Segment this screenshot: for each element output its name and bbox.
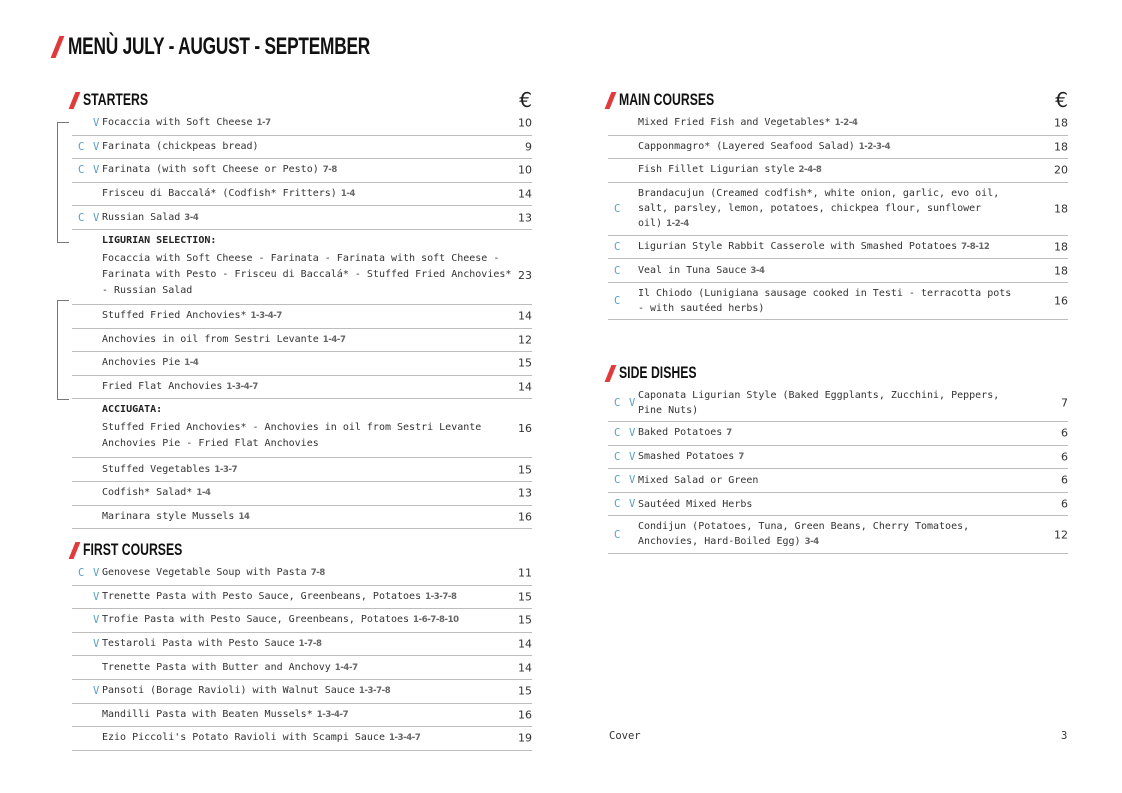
item-name xyxy=(638,159,1018,181)
allergen-codes: 2-4-8 xyxy=(798,165,822,176)
item-name-text: Il Chiodo (Lunigiana sausage cooked in Testi - terracotta pots - with sautéed herbs) xyxy=(638,287,1012,314)
euro-icon: € xyxy=(1055,88,1068,112)
vegetarian-flag: V xyxy=(93,638,100,651)
vegetarian-flag: V xyxy=(93,590,100,603)
item-price: 16 xyxy=(518,422,532,436)
item-name xyxy=(102,376,482,398)
item-name-text: Anchovies in oil from Sestri Levante xyxy=(102,333,319,345)
allergen-codes: 1-3-7-8 xyxy=(358,686,391,697)
item-price: 6 xyxy=(1061,426,1068,440)
menu-item-row xyxy=(608,493,1068,517)
menu-item-row xyxy=(72,704,532,728)
item-price: 12 xyxy=(1054,528,1068,542)
menu-item-row xyxy=(72,586,532,610)
menu-item-row xyxy=(72,136,532,160)
item-price: 12 xyxy=(518,333,532,347)
section-title: STARTERS xyxy=(83,90,149,109)
item-name xyxy=(102,704,482,726)
section-heading xyxy=(608,90,1068,110)
allergen-codes: 1-3-4-7 xyxy=(226,382,258,393)
item-name-text: Testaroli Pasta with Pesto Sauce xyxy=(102,638,295,650)
item-name-text: Farinata (with soft Cheese or Pesto) xyxy=(102,164,319,176)
allergen-codes: 1-3-7-8 xyxy=(425,591,457,602)
celiac-flag: C xyxy=(614,498,621,511)
menu-item-row xyxy=(72,727,532,751)
item-name xyxy=(102,159,482,181)
section-heading xyxy=(608,363,1068,383)
item-price: 14 xyxy=(518,187,532,201)
menu-item-row xyxy=(72,352,532,376)
bracket-ligurian-selection xyxy=(57,122,69,243)
item-name xyxy=(102,329,482,351)
item-price: 19 xyxy=(518,731,532,745)
allergen-codes: 3-4 xyxy=(804,537,819,548)
item-price: 11 xyxy=(518,566,532,580)
item-name xyxy=(102,586,482,608)
menu-item-row xyxy=(608,159,1068,183)
vegetarian-flag: V xyxy=(629,450,636,463)
item-price: 9 xyxy=(525,140,532,154)
menu-group-row xyxy=(72,230,532,305)
menu-item-row xyxy=(608,516,1068,554)
item-name-text: Pansoti (Borage Ravioli) with Walnut Sauce xyxy=(102,685,355,697)
menu-item-row xyxy=(608,422,1068,446)
allergen-codes: 1-2-4 xyxy=(834,118,858,129)
menu-item-row xyxy=(72,458,532,482)
item-price: 18 xyxy=(1054,264,1068,278)
vegetarian-flag: V xyxy=(629,427,636,440)
item-name xyxy=(638,136,1018,158)
item-name-text: Genovese Vegetable Soup with Pasta xyxy=(102,567,307,579)
item-name-text: Codfish* Salad* xyxy=(102,487,193,499)
menu-item-row xyxy=(72,506,532,530)
menu-item-row xyxy=(72,562,532,586)
section-heading xyxy=(72,90,532,110)
item-name xyxy=(102,680,482,702)
allergen-codes: 1-7 xyxy=(256,118,271,129)
vegetarian-flag: V xyxy=(93,164,100,177)
item-name xyxy=(638,422,1018,444)
item-name xyxy=(102,112,482,134)
item-name-text: Russian Salad xyxy=(102,211,181,223)
menu-item-row xyxy=(72,633,532,657)
item-name-text: Trenette Pasta with Pesto Sauce, Greenbeans, Potatoes xyxy=(102,590,422,602)
item-price: 6 xyxy=(1061,473,1068,487)
celiac-flag: C xyxy=(614,427,621,440)
menu-item-row xyxy=(608,385,1068,422)
item-name xyxy=(638,446,1018,468)
item-price: 10 xyxy=(518,163,532,177)
item-name-text: Mixed Fried Fish and Vegetables* xyxy=(638,117,831,129)
item-name-text: Farinata (chickpeas bread) xyxy=(102,141,259,153)
item-price: 20 xyxy=(1054,163,1068,177)
allergen-codes: 7-8 xyxy=(322,165,337,176)
item-price: 7 xyxy=(1061,396,1068,410)
item-name xyxy=(102,609,482,631)
item-name xyxy=(638,112,1018,134)
vegetarian-flag: V xyxy=(629,498,636,511)
slash-icon xyxy=(51,36,65,58)
allergen-codes: 3-4 xyxy=(184,212,199,223)
item-name xyxy=(102,207,482,229)
item-name xyxy=(102,727,482,749)
item-name-text: Fried Flat Anchovies xyxy=(102,381,223,393)
item-name-text: Fish Fillet Ligurian style xyxy=(638,164,795,176)
item-price: 15 xyxy=(518,463,532,477)
item-price: 23 xyxy=(518,268,532,282)
slash-icon xyxy=(69,542,81,559)
allergen-codes: 1-3-4-7 xyxy=(250,311,282,322)
item-name xyxy=(102,633,482,655)
item-price: 14 xyxy=(518,309,532,323)
page-number: 3 xyxy=(1061,730,1068,742)
menu-item-row xyxy=(72,656,532,680)
section-side-dishes xyxy=(608,363,1068,554)
celiac-flag: C xyxy=(614,397,621,409)
item-description: Stuffed Fried Anchovies* - Anchovies in oil from Sestri Levante Anchovies Pie - Fried Flat Anchovies xyxy=(102,422,482,450)
menu-item-row xyxy=(72,482,532,506)
allergen-codes: 7 xyxy=(726,428,732,439)
item-price: 16 xyxy=(518,510,532,524)
item-name-text: Marinara style Mussels xyxy=(102,510,235,522)
menu-item-row xyxy=(608,259,1068,283)
allergen-codes: 1-7-8 xyxy=(298,639,322,650)
item-name xyxy=(638,236,1018,258)
item-price: 16 xyxy=(518,708,532,722)
item-name xyxy=(638,283,1018,319)
item-name-text: Trenette Pasta with Butter and Anchovy xyxy=(102,661,331,673)
item-price: 18 xyxy=(1054,116,1068,130)
menu-item-row xyxy=(608,183,1068,236)
item-name xyxy=(102,183,482,205)
item-name-text: Mandilli Pasta with Beaten Mussels* xyxy=(102,708,313,720)
slash-icon xyxy=(69,92,81,109)
item-name-text: Ligurian Style Rabbit Casserole with Smashed Potatoes xyxy=(638,241,958,253)
item-description: Focaccia with Soft Cheese - Farinata - Farinata with soft Cheese - Farinata with Pesto - Frisceu di Baccalá* - Stuffed Fried Anchovies* - Russian Salad xyxy=(102,252,512,296)
item-price: 10 xyxy=(518,116,532,130)
celiac-flag: C xyxy=(78,211,85,224)
item-name-text: Veal in Tuna Sauce xyxy=(638,264,747,276)
allergen-codes: 7-8 xyxy=(310,568,325,579)
menu-item-row xyxy=(72,305,532,329)
allergen-codes: 1-4 xyxy=(184,358,199,369)
section-heading xyxy=(72,540,532,560)
menu-item-row xyxy=(72,183,532,207)
vegetarian-flag: V xyxy=(629,474,636,487)
allergen-codes: 1-6-7-8-10 xyxy=(413,615,459,626)
item-name-text: Condijun (Potatoes, Tuna, Green Beans, Cherry Tomatoes, Anchovies, Hard-Boiled Egg) xyxy=(638,521,970,548)
item-name xyxy=(102,482,482,504)
slash-icon xyxy=(605,92,617,109)
item-name-text: Brandacujun (Creamed codfish*, white onion, garlic, evo oil, salt, parsley, lemon, potatoes, chickpea flour, sunflower oil) xyxy=(638,187,1000,229)
item-name-text: Mixed Salad or Green xyxy=(638,474,759,486)
celiac-flag: C xyxy=(78,164,85,177)
bracket-acciugata xyxy=(57,300,69,400)
menu-item-row xyxy=(72,206,532,230)
item-name-text: Frisceu di Baccalá* (Codfish* Fritters) xyxy=(102,188,337,200)
item-name-text: Trofie Pasta with Pesto Sauce, Greenbeans, Potatoes xyxy=(102,614,410,626)
allergen-codes: 1-4 xyxy=(340,189,355,200)
allergen-codes: 1-3-4-7 xyxy=(316,709,349,720)
item-name xyxy=(102,657,482,679)
group-title: LIGURIAN SELECTION: xyxy=(102,234,217,246)
item-price: 14 xyxy=(518,380,532,394)
item-name xyxy=(102,459,482,481)
item-name-text: Focaccia with Soft Cheese xyxy=(102,117,253,129)
celiac-flag: C xyxy=(78,140,85,153)
allergen-codes: 7-8-12 xyxy=(961,242,990,253)
item-price: 13 xyxy=(518,486,532,500)
vegetarian-flag: V xyxy=(93,614,100,627)
section-main-courses xyxy=(608,90,1068,320)
item-price: 18 xyxy=(1054,240,1068,254)
item-name-text: Caponata Ligurian Style (Baked Eggplants, Zucchini, Peppers, Pine Nuts) xyxy=(638,390,1000,416)
item-name-text: Capponmagro* (Layered Seafood Salad) xyxy=(638,140,855,152)
vegetarian-flag: V xyxy=(93,211,100,224)
item-name-text: Stuffed Vegetables xyxy=(102,463,211,475)
item-price: 6 xyxy=(1061,497,1068,511)
item-name xyxy=(638,385,1018,421)
menu-item-row xyxy=(608,469,1068,493)
item-price: 14 xyxy=(518,637,532,651)
allergen-codes: 1-3-4-7 xyxy=(388,733,421,744)
item-price: 18 xyxy=(1054,140,1068,154)
allergen-codes: 7 xyxy=(738,451,744,462)
item-name-text: Anchovies Pie xyxy=(102,357,181,369)
item-name xyxy=(102,562,482,584)
slash-icon xyxy=(605,365,617,382)
vegetarian-flag: V xyxy=(629,397,636,409)
item-name xyxy=(638,494,1018,515)
item-price: 6 xyxy=(1061,450,1068,464)
item-price: 14 xyxy=(518,661,532,675)
vegetarian-flag: V xyxy=(93,567,100,580)
section-title: SIDE DISHES xyxy=(619,363,697,382)
item-price: 16 xyxy=(1054,294,1068,308)
item-name xyxy=(638,260,1018,282)
section-title: MAIN COURSES xyxy=(619,90,715,109)
allergen-codes: 3-4 xyxy=(750,265,765,276)
celiac-flag: C xyxy=(614,202,621,215)
allergen-codes: 1-4 xyxy=(196,488,211,499)
item-price: 15 xyxy=(518,613,532,627)
item-name xyxy=(102,352,482,374)
menu-item-row xyxy=(72,376,532,400)
item-name-text: Stuffed Fried Anchovies* xyxy=(102,310,247,322)
allergen-codes: 1-2-4 xyxy=(666,218,689,229)
footer-cover: Cover xyxy=(609,730,641,742)
celiac-flag: C xyxy=(614,474,621,487)
menu-item-row xyxy=(608,112,1068,136)
celiac-flag: C xyxy=(614,241,621,254)
allergen-codes: 14 xyxy=(238,511,250,522)
item-name-text: Baked Potatoes xyxy=(638,427,723,439)
item-price: 15 xyxy=(518,590,532,604)
item-price: 15 xyxy=(518,356,532,370)
allergen-codes: 1-4-7 xyxy=(334,662,358,673)
vegetarian-flag: V xyxy=(93,117,100,130)
item-name-text: Ezio Piccoli's Potato Ravioli with Scampi Sauce xyxy=(102,732,385,744)
menu-group-row xyxy=(72,399,532,458)
menu-item-row xyxy=(72,329,532,353)
menu-item-row xyxy=(72,680,532,704)
menu-item-row xyxy=(608,136,1068,160)
celiac-flag: C xyxy=(614,294,621,307)
item-name-text: Smashed Potatoes xyxy=(638,450,735,462)
allergen-codes: 1-4-7 xyxy=(322,334,346,345)
vegetarian-flag: V xyxy=(93,140,100,153)
celiac-flag: C xyxy=(614,528,621,541)
section-first-courses xyxy=(72,540,532,751)
item-name xyxy=(102,305,482,327)
celiac-flag: C xyxy=(614,450,621,463)
allergen-codes: 1-3-7 xyxy=(214,464,238,475)
item-name xyxy=(638,183,1018,235)
menu-item-row xyxy=(72,112,532,136)
celiac-flag: C xyxy=(78,567,85,580)
vegetarian-flag: V xyxy=(93,685,100,698)
item-name xyxy=(102,136,482,157)
section-title: FIRST COURSES xyxy=(83,540,183,559)
menu-item-row xyxy=(72,159,532,183)
allergen-codes: 1-2-3-4 xyxy=(858,141,891,152)
euro-icon: € xyxy=(519,88,532,112)
menu-item-row xyxy=(72,609,532,633)
celiac-flag: C xyxy=(614,264,621,277)
menu-item-row xyxy=(608,283,1068,320)
item-name-text: Sautéed Mixed Herbs xyxy=(638,498,753,510)
menu-item-row xyxy=(608,236,1068,260)
item-name xyxy=(638,516,1018,553)
group-title: ACCIUGATA: xyxy=(102,404,163,416)
item-price: 15 xyxy=(518,684,532,698)
item-price: 13 xyxy=(518,211,532,225)
section-starters xyxy=(72,90,532,529)
item-price: 18 xyxy=(1054,202,1068,216)
item-name xyxy=(638,470,1018,491)
menu-item-row xyxy=(608,446,1068,470)
item-name xyxy=(102,506,482,528)
menu-title: MENÙ JULY - AUGUST - SEPTEMBER xyxy=(55,34,488,60)
